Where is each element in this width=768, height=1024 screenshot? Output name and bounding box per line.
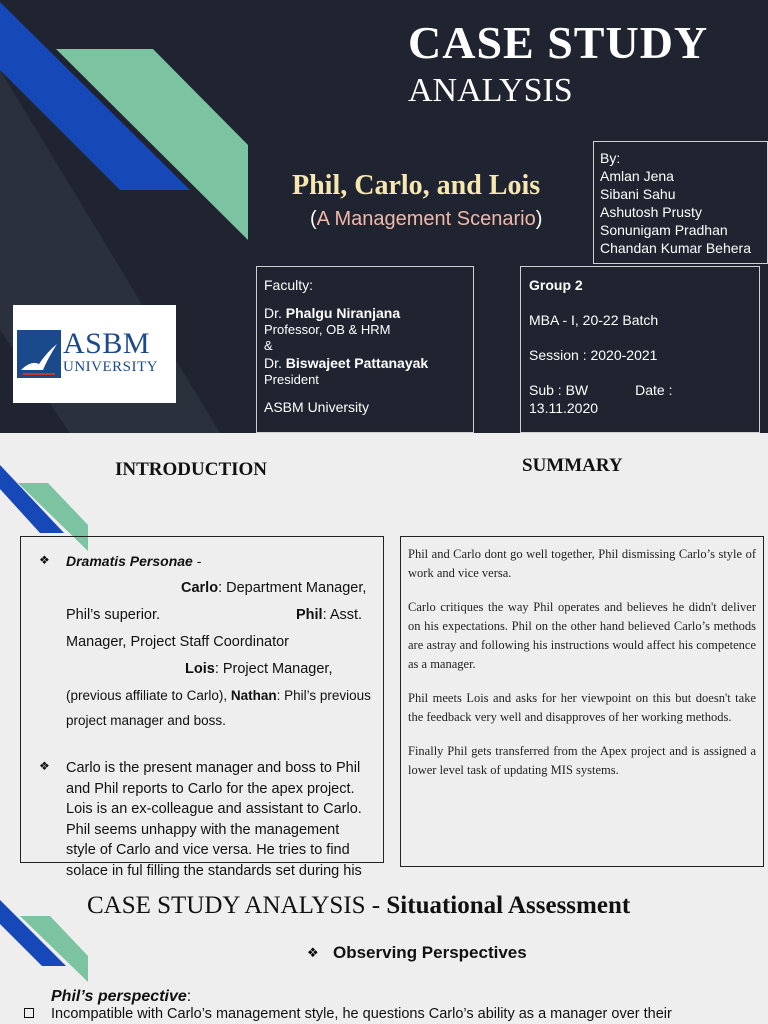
- phil-perspective-bullet: Incompatible with Carlo’s management style, he questions Carlo’s ability as a manager over their: [51, 1006, 672, 1022]
- faculty-2: Dr. Biswajeet Pattanayak: [264, 355, 429, 371]
- checkbox-bullet-icon: [24, 1008, 34, 1018]
- authors-box: [593, 141, 768, 264]
- logo-wordmark: ASBM: [63, 327, 151, 360]
- phil-perspective-label: Phil’s perspective:: [51, 988, 192, 1005]
- ampersand: &: [264, 338, 273, 353]
- author-name: Ashutosh Prusty: [600, 204, 702, 220]
- logo-tagline: UNIVERSITY: [63, 359, 158, 375]
- intro-paragraph: Carlo is the present manager and boss to Phil and Phil reports to Carlo for the apex project. Lois is an ex-colleague and assistant to Carlo. Phil seems unhappy with the management style of Carlo and vice versa. He tries to find solace in ful filling the standards set during his: [66, 760, 362, 879]
- intro-slide: [0, 433, 768, 878]
- phil-entry-cont: Manager, Project Staff Coordinator: [66, 634, 289, 650]
- lois-entry: Lois: Project Manager,: [185, 661, 333, 677]
- group-label: Group 2: [529, 277, 583, 293]
- faculty-label: Faculty:: [264, 277, 314, 293]
- author-name: Sonunigam Pradhan: [600, 222, 728, 238]
- authors-label: By:: [600, 150, 621, 166]
- faculty-2-title: President: [264, 372, 319, 387]
- phil-entry: Phil: Asst.: [296, 607, 363, 623]
- summary-paragraph: Phil and Carlo dont go well together, Phil dismissing Carlo’s style of work and vice versa.: [408, 547, 756, 580]
- summary-heading: SUMMARY: [522, 455, 623, 476]
- faculty-1: Dr. Phalgu Niranjana: [264, 305, 401, 321]
- observing-perspectives: Observing Perspectives: [333, 943, 527, 962]
- author-name: Sibani Sahu: [600, 186, 676, 202]
- cover-title: CASE STUDY: [408, 17, 709, 68]
- group-box: [520, 266, 760, 433]
- summary-box: [400, 536, 764, 867]
- cover-slide: [0, 0, 768, 433]
- intro-heading: INTRODUCTION: [115, 459, 268, 480]
- carlo-entry: Carlo: Department Manager,: [181, 580, 367, 596]
- assessment-heading: CASE STUDY ANALYSIS - Situational Assessment: [87, 892, 631, 919]
- session: Session : 2020-2021: [529, 347, 658, 363]
- carlo-entry-cont: Phil’s superior.: [66, 607, 161, 623]
- faculty-box: [256, 266, 474, 433]
- author-name: Amlan Jena: [600, 168, 674, 184]
- case-title: Phil, Carlo, and Lois: [292, 170, 541, 201]
- subject-date: Sub : BW Date :: [529, 382, 673, 398]
- bird-emblem-icon: [17, 330, 61, 378]
- diamond-bullet-icon: ❖: [307, 945, 319, 960]
- assessment-decoration: [0, 878, 100, 988]
- diamond-bullet-icon: ❖: [39, 759, 50, 773]
- diamond-bullet-icon: ❖: [39, 553, 50, 567]
- dramatis-personae: Dramatis Personae -: [66, 553, 202, 569]
- faculty-org: ASBM University: [264, 399, 370, 415]
- program: MBA - I, 20-22 Batch: [529, 312, 659, 328]
- date: 13.11.2020: [529, 400, 599, 416]
- summary-paragraph: Carlo critiques the way Phil operates and believes he didn't deliver on his expectations. Phil on the other hand believed Carlo’s methods are astray and following his instructions would affect his competence as a manager.: [408, 600, 756, 671]
- summary-paragraph: Phil meets Lois and asks for her viewpoint on this but doesn't take the feedback very well and disapproves of her working methods.: [408, 691, 756, 724]
- faculty-1-title: Professor, OB & HRM: [264, 322, 391, 337]
- case-subtitle: (A Management Scenario): [310, 208, 543, 230]
- asbm-logo: [13, 305, 176, 403]
- assessment-slide: [0, 878, 768, 1024]
- nathan-entry: (previous affiliate to Carlo), Nathan: Phil’s previous: [66, 688, 371, 703]
- nathan-entry-cont: project manager and boss.: [66, 713, 226, 728]
- cover-subtitle: ANALYSIS: [408, 72, 573, 109]
- author-name: Chandan Kumar Behera: [600, 240, 751, 256]
- intro-decoration: [0, 433, 100, 553]
- introduction-box: [20, 536, 384, 879]
- summary-paragraph: Finally Phil gets transferred from the Apex project and is assigned a lower level task of updating MIS systems.: [408, 744, 756, 777]
